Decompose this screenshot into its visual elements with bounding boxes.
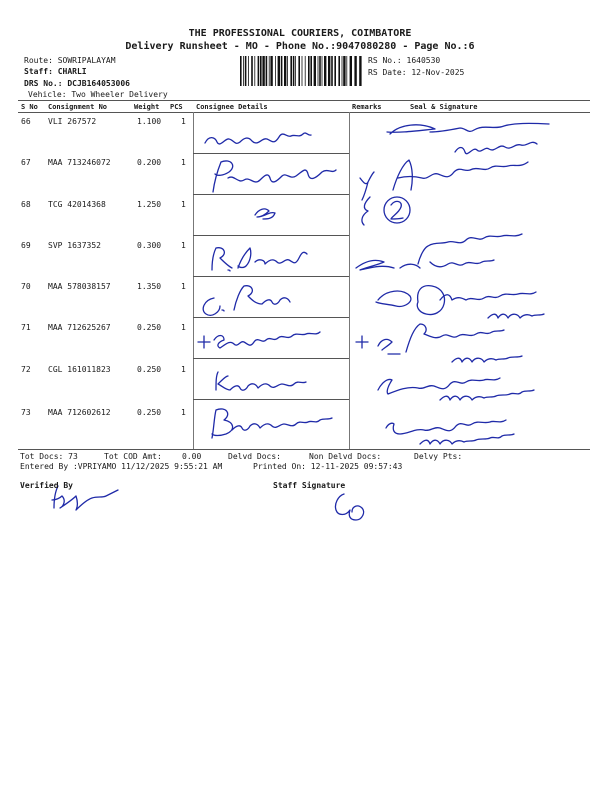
staff-label: Staff: CHARLI [24,67,87,76]
remarks-mark [362,197,370,225]
remarks-mark [356,336,368,348]
seal-signature [386,420,506,434]
row-sno: 69 [21,241,31,250]
col-consignee: Consignee Details [196,103,268,111]
total-cod-value: 0.00 [182,452,202,461]
row-sno: 71 [21,323,31,332]
vehicle-label: Vehicle: Two Wheeler Delivery [28,90,168,99]
row-weight: 0.200 [137,158,162,167]
row-weight: 0.250 [137,365,162,374]
row-pcs: 1 [181,200,186,209]
non-delivered-docs: Non Delvd Docs: [309,452,382,461]
consignee-signature [212,248,307,271]
staff-signature-label: Staff Signature [273,481,346,490]
seal-signature [420,434,514,444]
consignee-signature [212,409,332,438]
row-sno: 73 [21,408,31,417]
row-sno: 68 [21,200,31,209]
consignee-signature [205,133,311,144]
row-weight: 0.250 [137,408,162,417]
printed-on: Printed On: 12-11-2025 09:57:43 [253,462,403,471]
drs-number: DRS No.: DCJB164053006 [24,79,130,88]
total-docs: Tot Docs: 73 [20,452,78,461]
consignee-signature [255,209,275,219]
row-consignment: TCG 42014368 [48,200,106,209]
consignee-signature [213,161,336,192]
seal-signature [452,356,522,362]
seal-signature [376,286,536,315]
row-weight: 1.100 [137,117,162,126]
total-cod-label: Tot COD Amt: [104,452,162,461]
route-label: Route: SOWRIPALAYAM [24,56,116,65]
remarks-mark [360,172,374,200]
row-weight: 0.250 [137,323,162,332]
seal-signature [378,324,504,354]
row-weight: 0.300 [137,241,162,250]
consignee-signature [203,286,290,316]
row-sno: 70 [21,282,31,291]
seal-signature [387,123,549,134]
verified-by-label: Verified By [20,481,73,490]
row-consignment: MAA 712625267 [48,323,111,332]
consignee-signature [216,372,306,390]
rs-number: RS No.: 1640530 [368,56,441,65]
row-pcs: 1 [181,241,186,250]
row-sno: 67 [21,158,31,167]
col-sno: S No [21,103,38,111]
row-consignment: VLI 267572 [48,117,97,126]
seal-signature [391,201,403,219]
row-sno: 66 [21,117,31,126]
runsheet-subtitle: Delivery Runsheet - MO - Phone No.:9047080280 - Page No.:6 [125,41,475,52]
row-pcs: 1 [181,408,186,417]
consignee-signature [198,332,320,348]
row-sno: 72 [21,365,31,374]
seal-signature [440,390,534,400]
row-consignment: MAA 713246072 [48,158,111,167]
row-weight: 1.250 [137,200,162,209]
seal-signature [356,234,522,270]
seal-signature [455,142,537,153]
rs-date: RS Date: 12-Nov-2025 [368,68,465,77]
row-consignment: MAA 578038157 [48,282,111,291]
row-pcs: 1 [181,365,186,374]
seal-signature [488,314,544,318]
delivered-docs: Delvd Docs: [228,452,281,461]
row-pcs: 1 [181,158,186,167]
row-pcs: 1 [181,323,186,332]
delivery-points: Delvy Pts: [414,452,463,461]
col-pcs: PCS [170,103,183,111]
row-weight: 1.350 [137,282,162,291]
row-pcs: 1 [181,282,186,291]
col-remarks: Remarks [352,103,382,111]
col-seal-signature: Seal & Signature [410,103,478,111]
col-weight: Weight [134,103,160,111]
row-consignment: SVP 1637352 [48,241,101,250]
col-consignment: Consignment No [48,103,108,111]
row-consignment: MAA 712602612 [48,408,111,417]
row-consignment: CGL 161011823 [48,365,111,374]
row-pcs: 1 [181,117,186,126]
entered-by: Entered By :VPRIYAMO 11/12/2025 9:55:21 AM [20,462,223,471]
seal-signature [393,160,528,190]
company-title: THE PROFESSIONAL COURIERS, COIMBATORE [188,28,412,39]
seal-signature [378,378,500,394]
staff-signature [335,494,363,520]
